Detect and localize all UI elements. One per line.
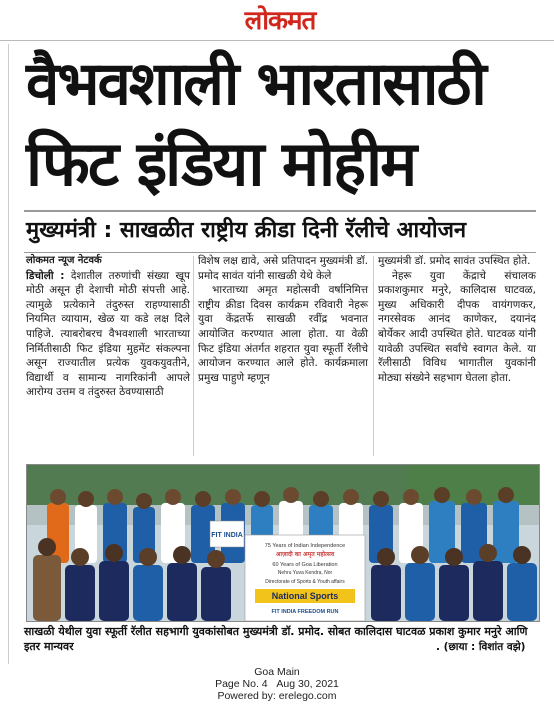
byline: लोकमत न्यूज नेटवर्क bbox=[26, 255, 102, 266]
banner-line: National Sports bbox=[271, 591, 339, 601]
photo-credit: . (छाया : विशांत वझे) bbox=[436, 641, 526, 653]
banner-line: 75 Years of Indian Independence bbox=[264, 543, 346, 549]
dateline: डिचोली : bbox=[26, 269, 65, 282]
newspaper-logo[interactable]: लोकमत bbox=[244, 6, 316, 36]
powered-by[interactable]: Powered by: erelego.com bbox=[217, 690, 337, 702]
headline-line-1: वैभवशाली भारतासाठी bbox=[26, 49, 485, 119]
news-photo[interactable] bbox=[26, 464, 540, 622]
page-footer bbox=[0, 666, 554, 702]
banner-line: FIT INDIA FREEDOM RUN bbox=[271, 609, 339, 615]
article-column-2 bbox=[198, 254, 368, 385]
banner-line: Directorate of Sports & Youth affairs bbox=[265, 579, 345, 585]
paragraph: मुख्यमंत्री डॉ. प्रमोद सावंत उपस्थित होते. bbox=[378, 255, 531, 267]
headline-line-2: फिट इंडिया मोहीम bbox=[26, 127, 416, 200]
left-margin-rule bbox=[8, 44, 9, 664]
column-divider bbox=[193, 256, 194, 456]
masthead-rule bbox=[0, 40, 554, 41]
fit-india-sign bbox=[210, 521, 244, 547]
column-divider bbox=[373, 256, 374, 456]
paragraph: भारताच्या अमृत महोत्सवी वर्षानिमित्त राष्ट्रीय क्रीडा दिवस कार्यक्रम रविवारी नेहरू युवा केंद्रतर्फे साखळी रवींद्र भवनात आयोजित करण्यात आला होता. या वेळी फिट इंडिया अंतर्गत शहरात युवा स्फूर्ती रॅलीचे आयोजन करण्यात आले होते. कार्यक्रमाला प्रमुख पाहुणे म्हणून bbox=[198, 284, 368, 384]
banner-line: Nehru Yuva Kendra, Nor bbox=[277, 570, 333, 576]
banner-line: आज़ादी का अमृत महोत्सव bbox=[275, 551, 335, 558]
page-number: Page No. 4 bbox=[215, 678, 268, 690]
page-date-line bbox=[0, 678, 554, 690]
fit-india-label: FIT INDIA bbox=[211, 532, 243, 539]
article-column-3 bbox=[378, 254, 536, 385]
publish-date: Aug 30, 2021 bbox=[276, 678, 339, 690]
subheadline: मुख्यमंत्री : साखळीत राष्ट्रीय क्रीडा दिनी रॅलीचे आयोजन bbox=[26, 218, 467, 243]
masthead bbox=[0, 0, 554, 44]
paragraph: नेहरू युवा केंद्राचे संचालक प्रकाशकुमार मनुरे, कालिदास घाटवळ, मुख्य अधिकारी दीपक वायंगणकर, नगरसेवक आनंद काणेकर, दयानंद बोर्येकर आदी उपस्थित होते. घाटवळ यांनी यावेळी उपस्थित सर्वांचे स्वागत केले. या रॅलीसाठी विविध भागातील युवकांनी मोठ्या संख्येने सहभाग घेतला होता. bbox=[378, 269, 536, 384]
paragraph: विशेष लक्ष द्यावे, असे प्रतिपादन मुख्यमंत्री डॉ. प्रमोद सावंत यांनी साखळी येथे केले bbox=[198, 255, 368, 282]
article-column-1 bbox=[26, 254, 190, 400]
paragraph: देशातील तरुणांची संख्या खूप मोठी असून ही देशाची मोठी संपत्ती आहे. त्यामुळे प्रत्येकाने तंदुरुस्त राहण्यासाठी नियमित व्यायाम, खेळ या कडे लक्ष दिले पाहिजे. त्याबरोबरच वैभवशाली भारताच्या निर्मितीसाठी फिट इंडिया मुहमेंट संकल्पना असून राज्यातील प्रत्येक युवकयुवतीने, विद्यार्थी व सामान्य नागरिकांनी आपले आरोग्य उत्तम व तंदुरुस्त ठेवण्यासाठी bbox=[26, 269, 190, 399]
photo-caption: साखळी येथील युवा स्फूर्ती रॅलीत सहभागी युवकांसोबत मुख्यमंत्री डॉ. प्रमोद. सोबत कालिदास घाटवळ प्रकाश कुमार मनुरे आणि इतर मान्यवर bbox=[24, 625, 528, 653]
edition-name: Goa Main bbox=[254, 666, 300, 678]
group-photo-illustration bbox=[27, 465, 539, 621]
event-banner bbox=[245, 535, 365, 621]
banner-line: 60 Years of Goa Liberation bbox=[272, 562, 338, 568]
subheadline-box bbox=[24, 210, 536, 253]
